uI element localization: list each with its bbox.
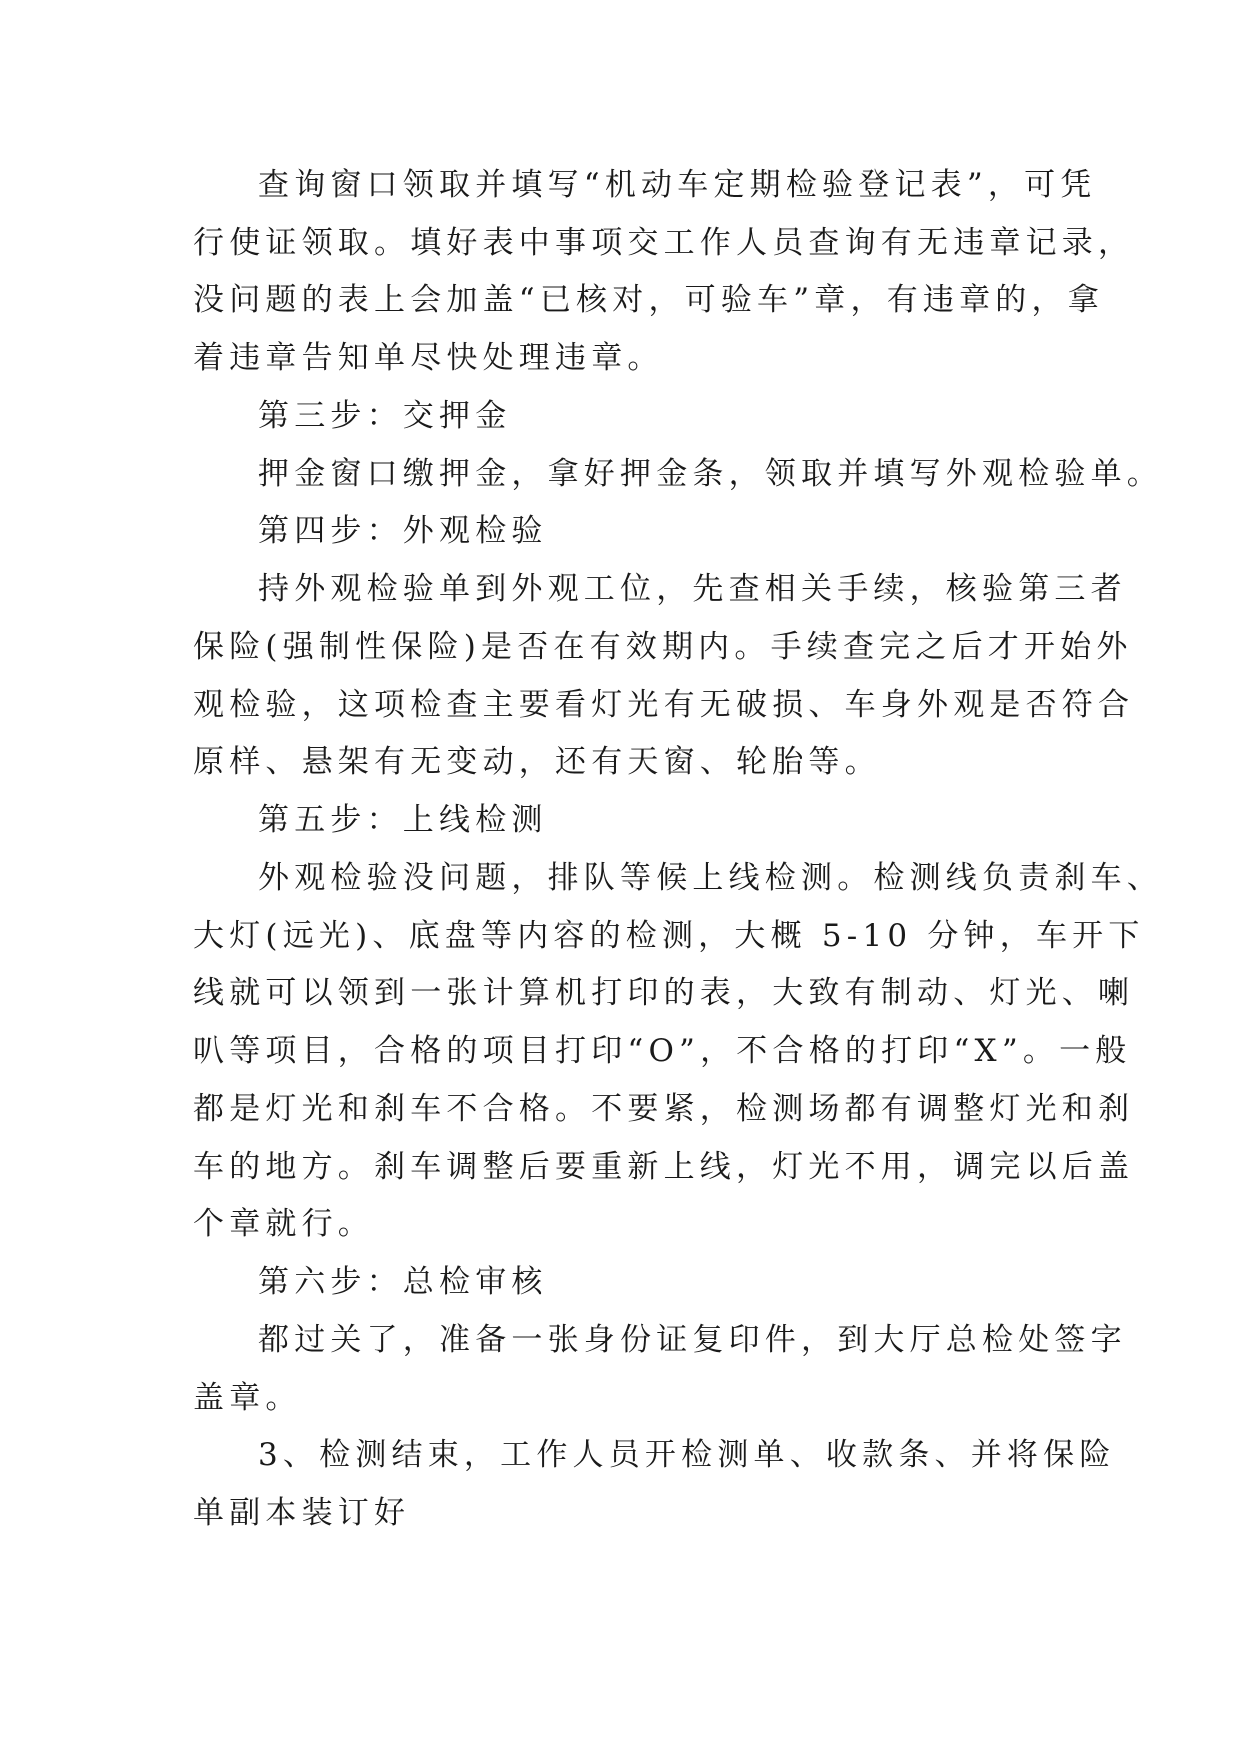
paragraph-line: 个章就行。: [193, 1206, 374, 1242]
paragraph-line: 线就可以领到一张计算机打印的表，大致有制动、灯光、喇: [193, 975, 1135, 1011]
paragraph-line: 大灯(远光)、底盘等内容的检测，大概 5-10 分钟，车开下: [193, 918, 1145, 954]
paragraph-line: 保险(强制性保险)是否在有效期内。手续查完之后才开始外: [193, 629, 1133, 665]
paragraph-line: 都是灯光和刹车不合格。不要紧，检测场都有调整灯光和刹: [193, 1091, 1135, 1127]
step-heading: 第三步：交押金: [258, 398, 512, 434]
step-heading: 第四步：外观检验: [258, 513, 548, 549]
paragraph-line: 叭等项目，合格的项目打印“O”，不合格的打印“X”。一般: [193, 1033, 1132, 1069]
paragraph-line: 3、检测结束，工作人员开检测单、收款条、并将保险: [258, 1437, 1116, 1473]
paragraph-line: 外观检验没问题，排队等候上线检测。检测线负责刹车、: [258, 860, 1163, 896]
paragraph-line: 盖章。: [193, 1380, 302, 1416]
paragraph-line: 观检验，这项检查主要看灯光有无破损、车身外观是否符合: [193, 687, 1135, 723]
paragraph-line: 押金窗口缴押金，拿好押金条，领取并填写外观检验单。: [258, 456, 1163, 492]
paragraph-line: 着违章告知单尽快处理违章。: [193, 340, 664, 376]
paragraph-line: 没问题的表上会加盖“已核对，可验车”章，有违章的，拿: [193, 282, 1104, 318]
step-heading: 第五步：上线检测: [258, 802, 548, 838]
paragraph-line: 单副本装订好: [193, 1495, 411, 1531]
paragraph-line: 查询窗口领取并填写“机动车定期检验登记表”，可凭: [258, 167, 1097, 203]
paragraph-line: 都过关了，准备一张身份证复印件，到大厅总检处签字: [258, 1322, 1127, 1358]
paragraph-line: 车的地方。刹车调整后要重新上线，灯光不用，调完以后盖: [193, 1149, 1135, 1185]
step-heading: 第六步：总检审核: [258, 1264, 548, 1300]
paragraph-line: 原样、悬架有无变动，还有天窗、轮胎等。: [193, 744, 881, 780]
paragraph-line: 持外观检验单到外观工位，先查相关手续，核验第三者: [258, 571, 1127, 607]
paragraph-line: 行使证领取。填好表中事项交工作人员查询有无违章记录，: [193, 225, 1135, 261]
